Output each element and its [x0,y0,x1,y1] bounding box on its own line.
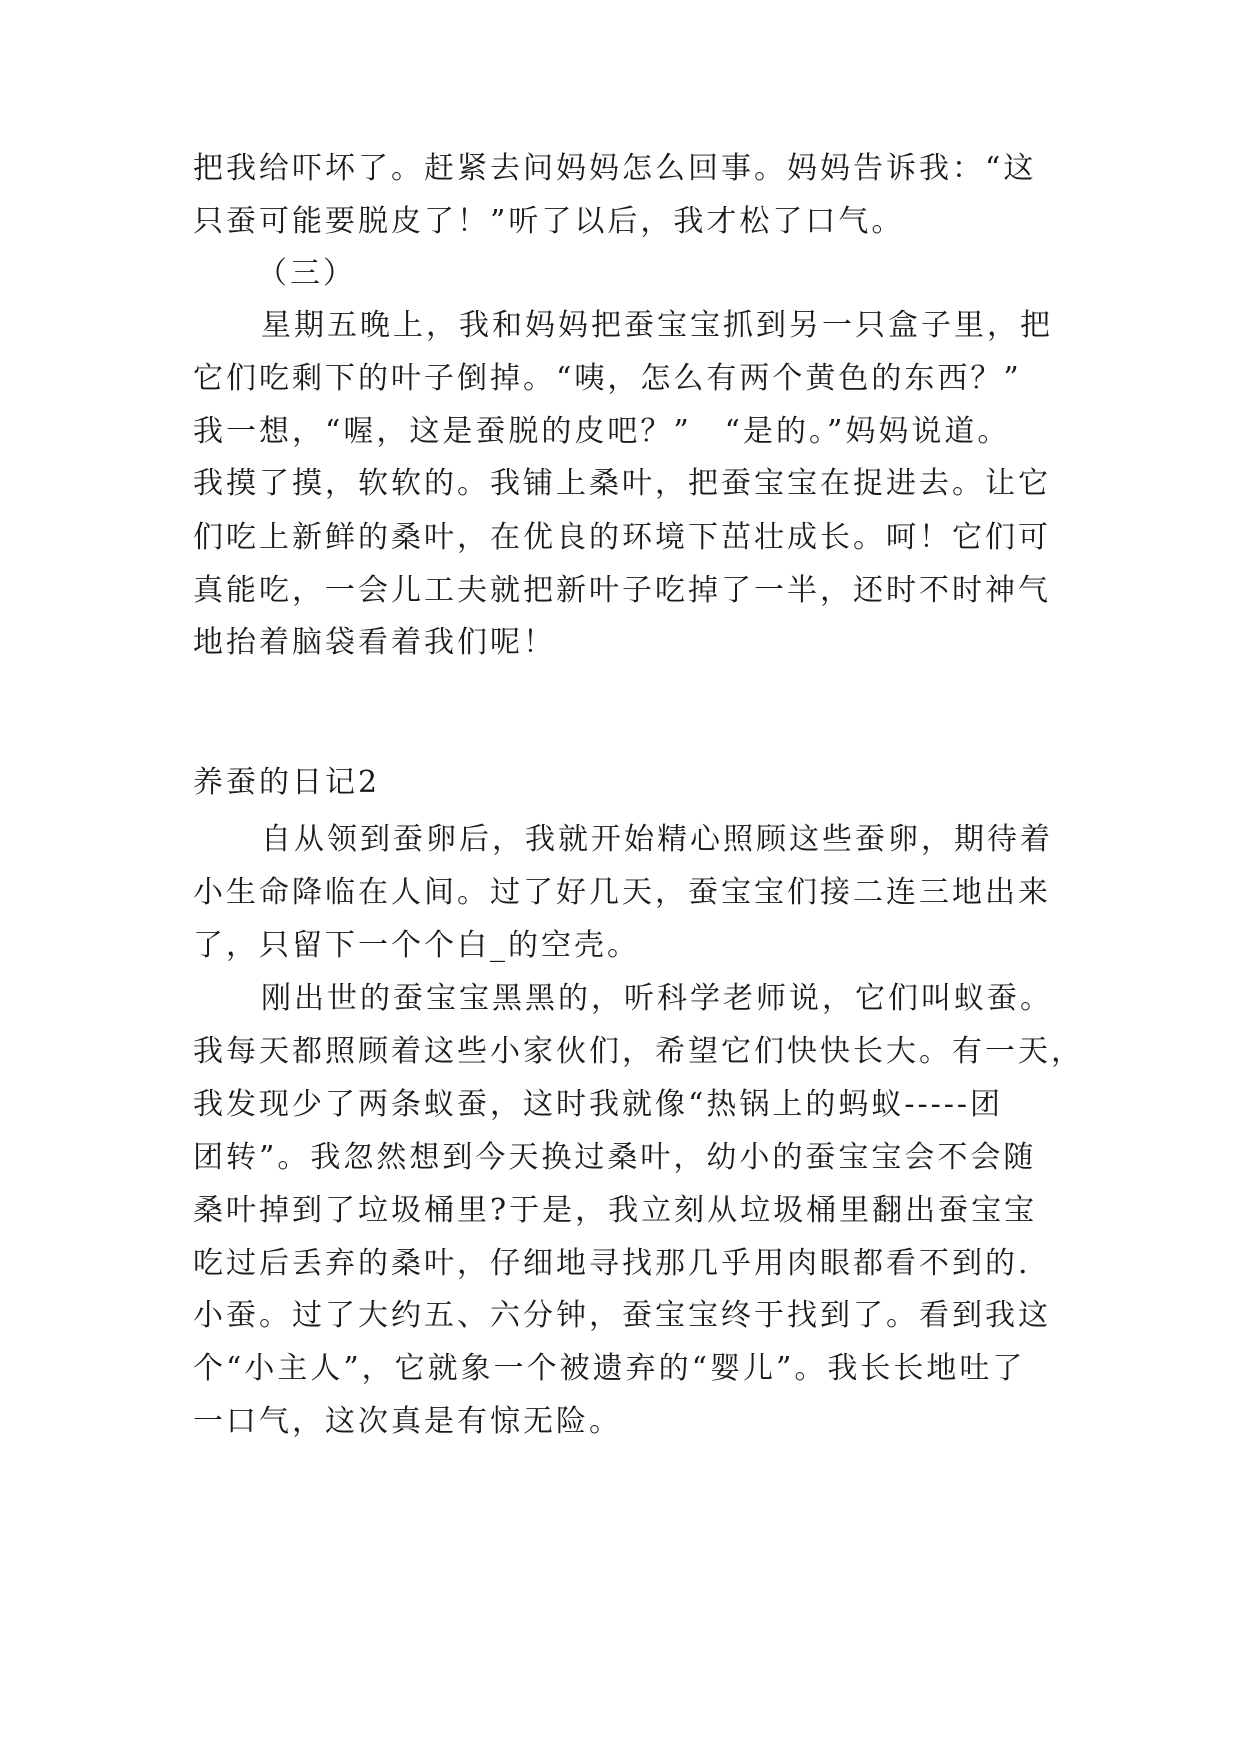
paragraph-line: 一口气，这次真是有惊无险。 [193,1404,622,1439]
paragraph-line: 吃过后丢弃的桑叶，仔细地寻找那几乎用肉眼都看不到的. [193,1246,1031,1281]
paragraph-line: 自从领到蚕卵后，我就开始精心照顾这些蚕卵，期待着 [261,822,1053,857]
paragraph-line: 桑叶掉到了垃圾桶里?于是，我立刻从垃圾桶里翻出蚕宝宝 [193,1193,1038,1228]
section-heading: （三） [257,256,356,291]
paragraph-line: 我摸了摸，软软的。我铺上桑叶，把蚕宝宝在捉进去。让它 [193,466,1051,501]
paragraph-line: 它们吃剩下的叶子倒掉。“咦，怎么有两个黄色的东西？” [193,361,1022,396]
paragraph-line: 团转”。我忽然想到今天换过桑叶，幼小的蚕宝宝会不会随 [193,1140,1037,1175]
text-line: 只蚕可能要脱皮了！”听了以后，我才松了口气。 [193,204,905,239]
paragraph-line: 个“小主人”，它就象一个被遗弃的“婴儿”。我长长地吐了 [193,1351,1026,1386]
paragraph-line: 星期五晚上，我和妈妈把蚕宝宝抓到另一只盒子里，把 [261,308,1053,343]
paragraph-line: 我一想，“喔，这是蚕脱的皮吧？” “是的。”妈妈说道。 [193,414,1011,449]
paragraph-line: 们吃上新鲜的桑叶，在优良的环境下茁壮成长。呵！它们可 [193,520,1051,555]
text-line: 把我给吓坏了。赶紧去问妈妈怎么回事。妈妈告诉我：“这 [193,151,1037,186]
paragraph-line: 我发现少了两条蚁蚕，这时我就像“热锅上的蚂蚁-----团 [193,1087,1004,1122]
paragraph-line: 地抬着脑袋看着我们呢！ [193,625,556,660]
paragraph-line: 小生命降临在人间。过了好几天，蚕宝宝们接二连三地出来 [193,875,1051,910]
paragraph-line: 我每天都照顾着这些小家伙们，希望它们快快长大。有一天， [193,1034,1084,1069]
paragraph-line: 刚出世的蚕宝宝黑黑的，听科学老师说，它们叫蚁蚕。 [261,981,1053,1016]
paragraph-line: 了，只留下一个个白_的空壳。 [193,928,640,963]
paragraph-line: 小蚕。过了大约五、六分钟，蚕宝宝终于找到了。看到我这 [193,1298,1051,1333]
paragraph-line: 真能吃，一会儿工夫就把新叶子吃掉了一半，还时不时神气 [193,573,1051,608]
diary-title: 养蚕的日记2 [193,765,381,800]
